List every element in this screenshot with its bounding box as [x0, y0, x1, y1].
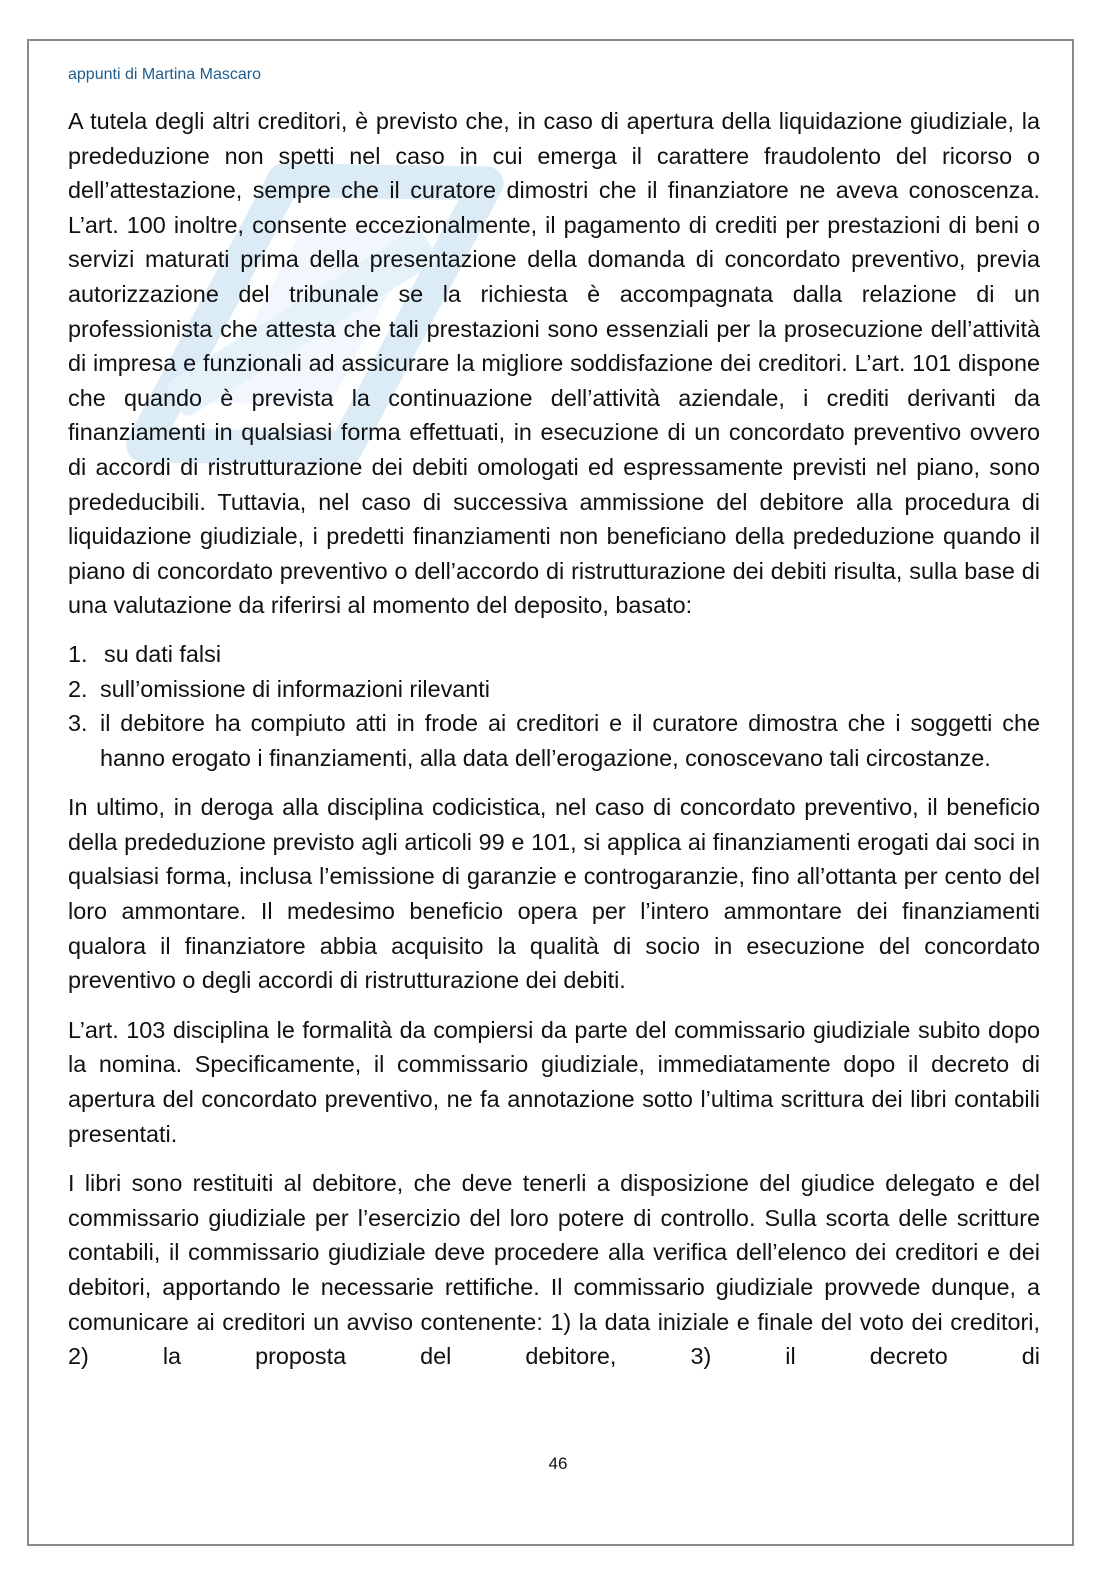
list-item-number: 3.	[68, 710, 88, 737]
list-item-text: il debitore ha compiuto atti in frode ai creditori e il curatore dimostra che i soggetti che hanno erogato i finanziamenti, alla data dell’erogazione, conoscevano tali circostanze.	[100, 710, 1040, 771]
page-content	[68, 104, 1040, 1374]
paragraph: I libri sono restituiti al debitore, che deve tenerli a disposizione del giudice delegato e del commissario giudiziale per l’esercizio del loro potere di controllo. Sulla scorta delle scritture contabili, il commissario giudiziale deve procedere alla verifica dell’elenco dei creditori e dei debitori, apportando le necessarie rettifiche. Il commissario giudiziale provvede dunque, a comunicare ai creditori un avviso contenente: 1) la data iniziale e finale del voto dei creditori, 2) la proposta del debitore, 3) il decreto di	[68, 1170, 1040, 1370]
list-item	[68, 672, 1040, 707]
paragraph: A tutela degli altri creditori, è previsto che, in caso di apertura della liquidazione giudiziale, la prededuzione non spetti nel caso in cui emerga il carattere fraudolento del ricorso o dell’attestazione, sempre che il curatore dimostri che il finanziatore ne aveva conoscenza. L’art. 100 inoltre, consente eccezionalmente, il pagamento di crediti per prestazioni di beni o servizi maturati prima della presentazione della domanda di concordato preventivo, previa autorizzazione del tribunale se la richiesta è accompagnata dalla relazione di un professionista che attesta che tali prestazioni sono essenziali per la prosecuzione dell’attività di impresa e funzionali ad assicurare la migliore soddisfazione dei creditori. L’art. 101 dispone che quando è prevista la continuazione dell’attività aziendale, i crediti derivanti da finanziamenti in qualsiasi forma effettuati, in esecuzione di un concordato preventivo ovvero di accordi di ristrutturazione dei debiti omologati ed espressamente previsti nel piano, sono prededucibili. Tuttavia, nel caso di successiva ammissione del debitore alla procedura di liquidazione giudiziale, i predetti finanziamenti non beneficiano della prededuzione quando il piano di concordato preventivo o dell’accordo di ristrutturazione dei debiti risulta, sulla base di una valutazione da riferirsi al momento del deposito, basato:	[68, 108, 1040, 619]
list-item-number: 2.	[68, 675, 88, 702]
list-item-text: sull’omissione di informazioni rilevanti	[100, 675, 491, 702]
paragraph: In ultimo, in deroga alla disciplina codicistica, nel caso di concordato preventivo, il beneficio della prededuzione previsto agli articoli 99 e 101, si applica ai finanziamenti erogati dai soci in qualsiasi forma, inclusa l’emissione di garanzie e controgaranzie, fino all’ottanta per cento del loro ammontare. Il medesimo beneficio opera per l’intero ammontare dei finanziamenti qualora il finanziatore abbia acquisito la qualità di socio in esecuzione del concordato preventivo o degli accordi di ristrutturazione dei debiti.	[68, 794, 1040, 994]
list-item-text: su dati falsi	[104, 640, 222, 667]
list-item	[68, 706, 1040, 775]
list-item	[68, 637, 1040, 672]
page-number: 46	[548, 1454, 568, 1473]
header-author-note: appunti di Martina Mascaro	[68, 66, 261, 83]
paragraph: L’art. 103 disciplina le formalità da compiersi da parte del commissario giudiziale subito dopo la nomina. Specificamente, il commissario giudiziale, immediatamente dopo il decreto di apertura del concordato preventivo, ne fa annotazione sotto l’ultima scrittura dei libri contabili presentati.	[68, 1016, 1040, 1147]
list-item-number: 1.	[68, 640, 88, 667]
numbered-list	[68, 637, 1040, 775]
